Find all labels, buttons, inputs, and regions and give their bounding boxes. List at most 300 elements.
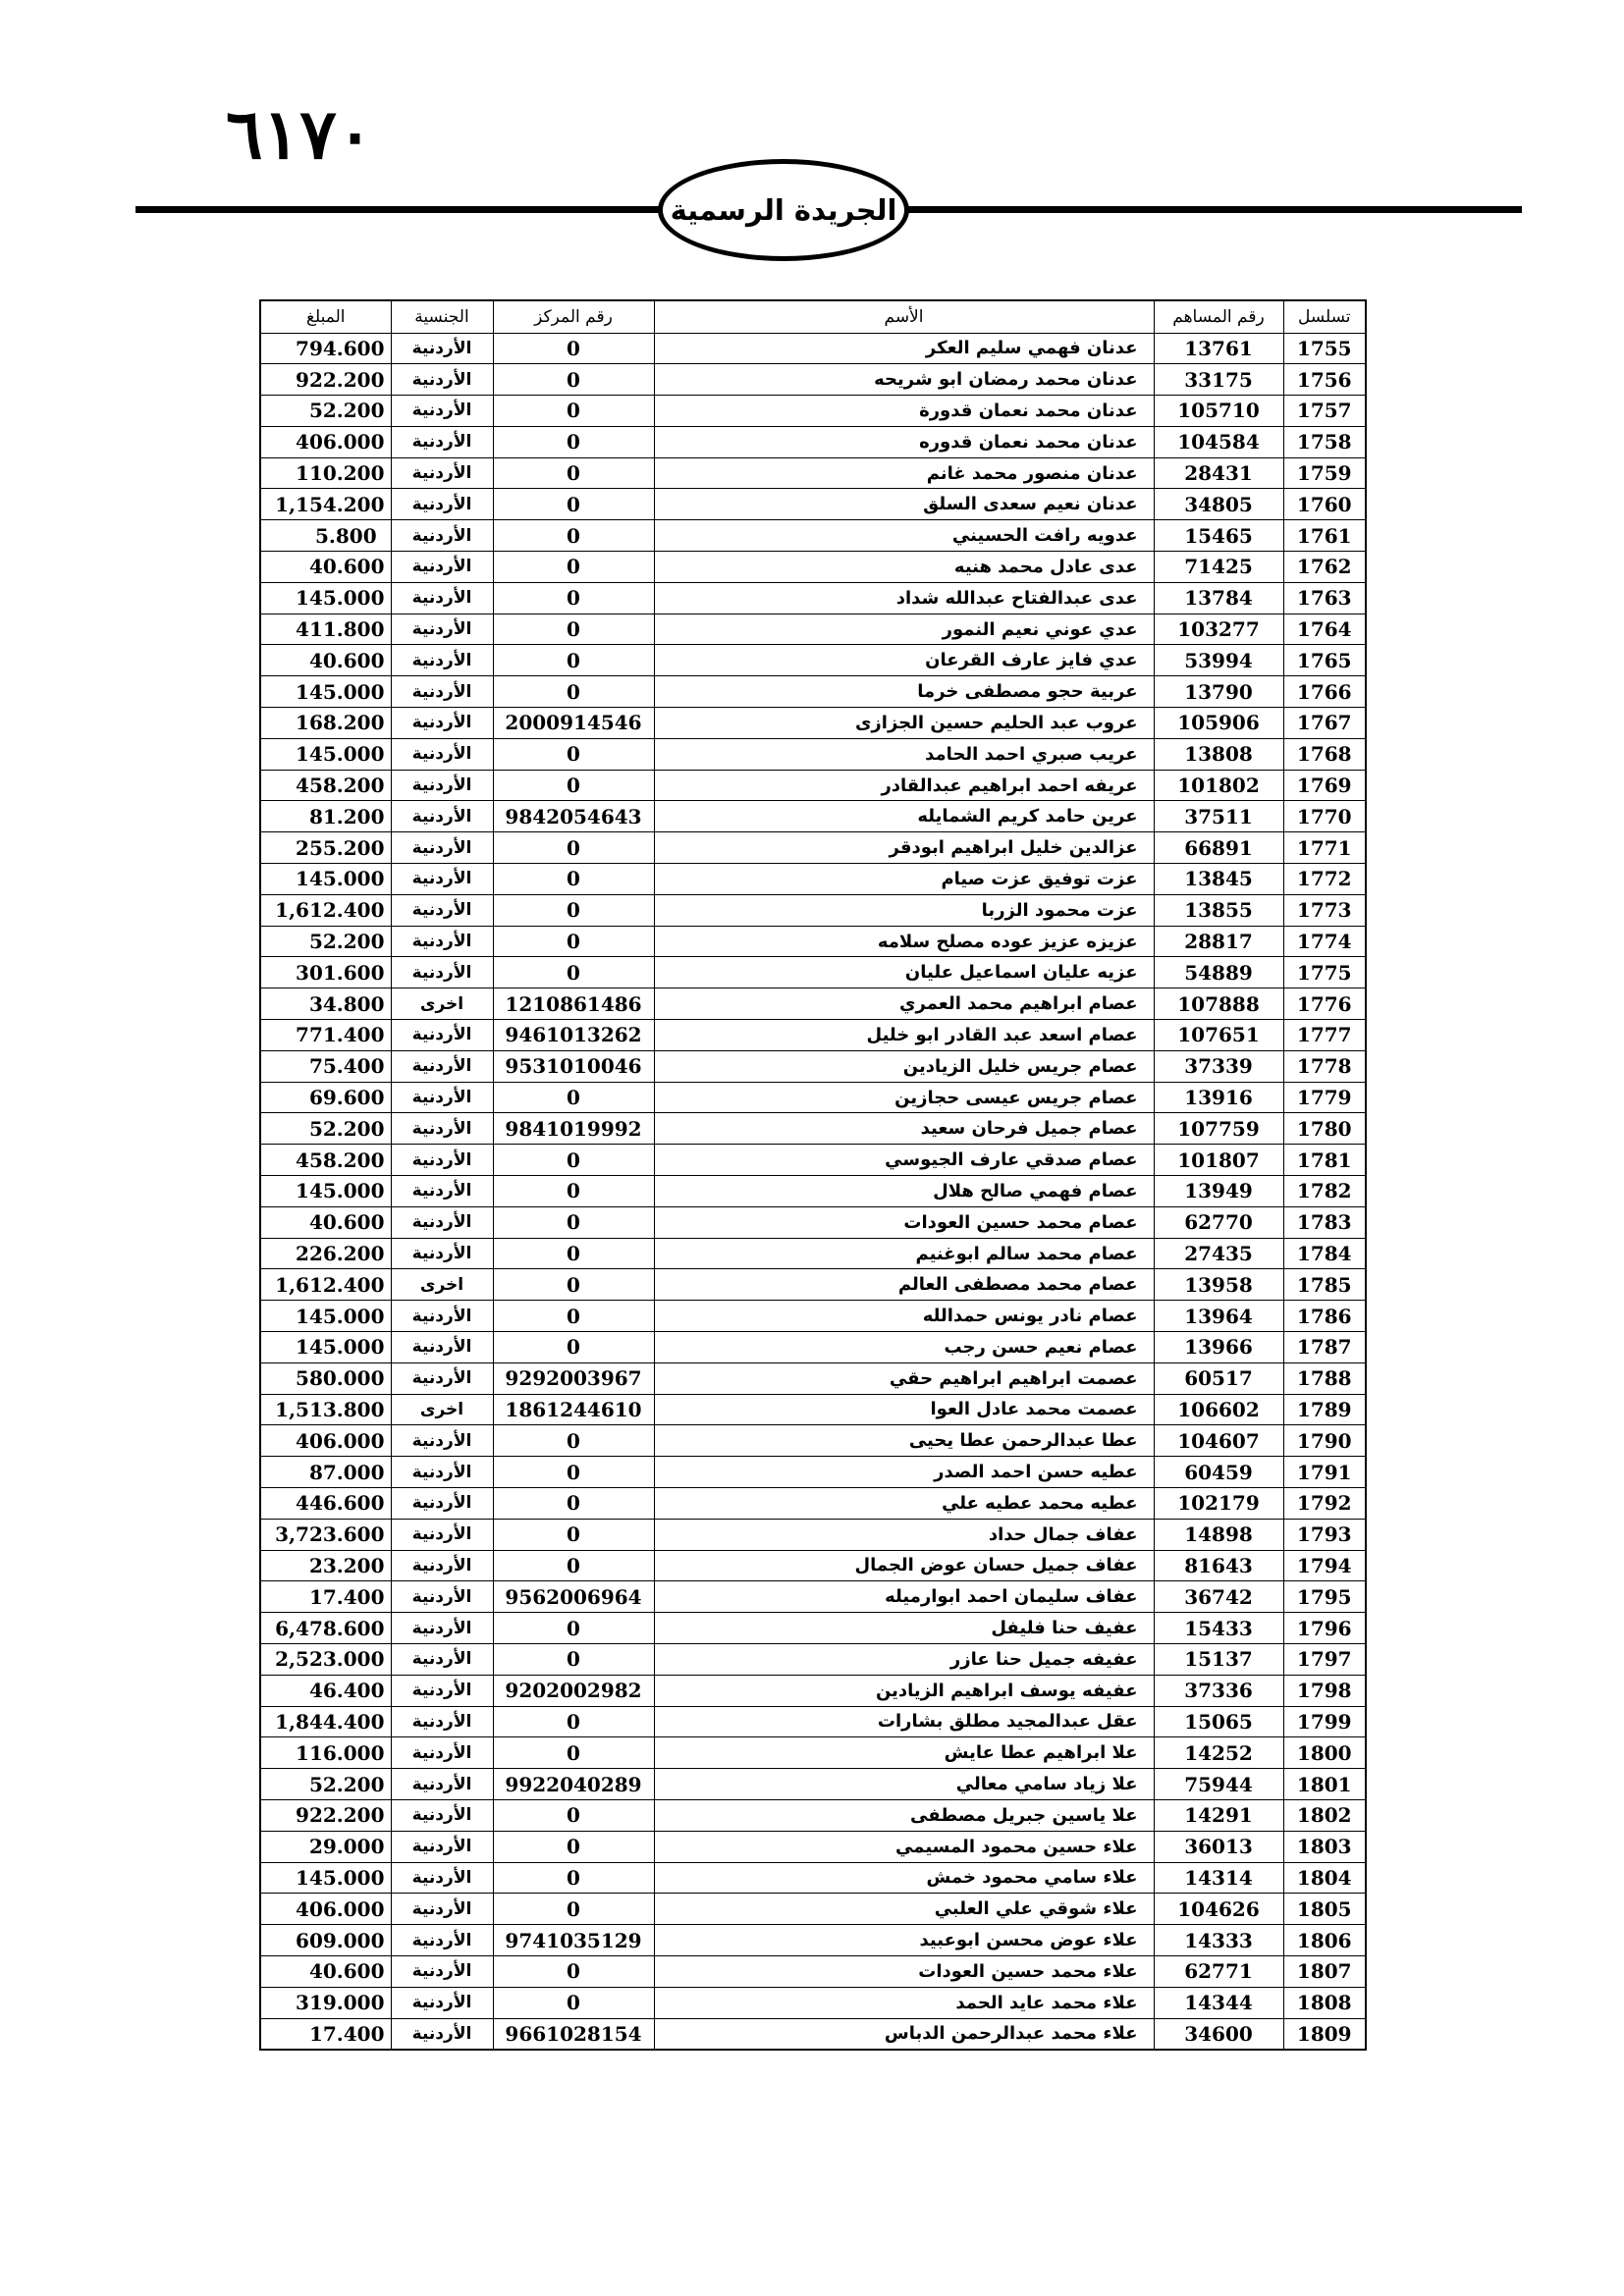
cell-amount: 446.600 [260,1487,391,1519]
cell-name: علاء محمد حسين العودات [654,1955,1154,1987]
cell-amount: 145.000 [260,864,391,895]
header-shareholder-no: رقم المساهم [1154,300,1283,333]
cell-seq: 1770 [1283,801,1366,832]
cell-shareholder-no: 101807 [1154,1145,1283,1176]
cell-nationality: الأردنية [391,1425,493,1457]
cell-center-no: 2000914546 [493,708,654,739]
cell-name: عصام اسعد عبد القادر ابو خليل [654,1020,1154,1051]
cell-nationality: الأردنية [391,1487,493,1519]
cell-seq: 1757 [1283,396,1366,427]
table-row [260,1362,1366,1394]
cell-nationality: الأردنية [391,1082,493,1113]
cell-seq: 1775 [1283,957,1366,988]
cell-name: عطيه حسن احمد الصدر [654,1457,1154,1488]
cell-nationality: الأردنية [391,1987,493,2018]
cell-center-no: 0 [493,957,654,988]
cell-shareholder-no: 104584 [1154,426,1283,457]
cell-seq: 1809 [1283,2018,1366,2050]
cell-seq: 1802 [1283,1799,1366,1831]
cell-shareholder-no: 13845 [1154,864,1283,895]
cell-nationality: الأردنية [391,2018,493,2050]
cell-center-no: 0 [493,582,654,614]
cell-center-no: 0 [493,1831,654,1862]
cell-amount: 75.400 [260,1050,391,1082]
cell-nationality: الأردنية [391,1206,493,1238]
cell-seq: 1797 [1283,1643,1366,1675]
cell-shareholder-no: 107759 [1154,1113,1283,1145]
cell-nationality: الأردنية [391,1955,493,1987]
cell-center-no: 0 [493,1799,654,1831]
cell-shareholder-no: 60459 [1154,1457,1283,1488]
cell-name: عروب عبد الحليم حسين الجزازى [654,708,1154,739]
cell-center-no: 0 [493,1613,654,1644]
cell-shareholder-no: 103277 [1154,614,1283,645]
cell-name: عصمت ابراهيم ابراهيم حقي [654,1362,1154,1394]
table-row [260,1113,1366,1145]
table-row [260,1082,1366,1113]
cell-center-no: 0 [493,926,654,957]
cell-shareholder-no: 107651 [1154,1020,1283,1051]
cell-amount: 52.200 [260,1769,391,1800]
cell-nationality: الأردنية [391,1519,493,1550]
cell-amount: 87.000 [260,1457,391,1488]
cell-shareholder-no: 15065 [1154,1706,1283,1737]
cell-seq: 1808 [1283,1987,1366,2018]
cell-shareholder-no: 15433 [1154,1613,1283,1644]
cell-name: عدويه رافت الحسيني [654,520,1154,552]
cell-amount: 40.600 [260,645,391,676]
header-name: الأسم [654,300,1154,333]
cell-nationality: الأردنية [391,426,493,457]
cell-amount: 406.000 [260,426,391,457]
cell-amount: 145.000 [260,738,391,770]
cell-center-no: 9741035129 [493,1925,654,1956]
cell-shareholder-no: 13966 [1154,1332,1283,1363]
cell-shareholder-no: 71425 [1154,552,1283,583]
cell-center-no: 0 [493,457,654,489]
cell-amount: 319.000 [260,1987,391,2018]
cell-seq: 1782 [1283,1176,1366,1207]
cell-shareholder-no: 104626 [1154,1894,1283,1925]
cell-name: عدي فايز عارف القرعان [654,645,1154,676]
cell-center-no: 9842054643 [493,801,654,832]
cell-center-no: 9661028154 [493,2018,654,2050]
table-row [260,364,1366,396]
cell-amount: 226.200 [260,1238,391,1269]
cell-name: عزيزه عزيز عوده مصلح سلامه [654,926,1154,957]
cell-seq: 1767 [1283,708,1366,739]
cell-name: عصمت محمد عادل العوا [654,1394,1154,1425]
cell-amount: 580.000 [260,1362,391,1394]
cell-nationality: الأردنية [391,614,493,645]
cell-nationality: الأردنية [391,1643,493,1675]
table-row [260,489,1366,520]
cell-nationality: الأردنية [391,801,493,832]
cell-shareholder-no: 14344 [1154,1987,1283,2018]
cell-amount: 301.600 [260,957,391,988]
table-row [260,801,1366,832]
cell-shareholder-no: 66891 [1154,832,1283,864]
cell-name: عفيفه جميل حنا عازر [654,1643,1154,1675]
table-row [260,894,1366,926]
table-row [260,1581,1366,1613]
table-row [260,426,1366,457]
cell-nationality: الأردنية [391,1332,493,1363]
cell-name: عدنان محمد نعمان قدوره [654,426,1154,457]
table-row [260,1269,1366,1301]
cell-name: عدنان محمد نعمان قدورة [654,396,1154,427]
cell-center-no: 0 [493,552,654,583]
cell-seq: 1799 [1283,1706,1366,1737]
cell-shareholder-no: 34600 [1154,2018,1283,2050]
cell-shareholder-no: 107888 [1154,988,1283,1020]
cell-shareholder-no: 37336 [1154,1675,1283,1706]
table-row [260,676,1366,708]
cell-name: عصام نادر يونس حمدالله [654,1301,1154,1332]
cell-nationality: الأردنية [391,1362,493,1394]
cell-seq: 1760 [1283,489,1366,520]
cell-name: عفاف سليمان احمد ابوارميله [654,1581,1154,1613]
cell-shareholder-no: 14314 [1154,1862,1283,1894]
cell-name: عصام فهمي صالح هلال [654,1176,1154,1207]
cell-seq: 1781 [1283,1145,1366,1176]
cell-center-no: 9461013262 [493,1020,654,1051]
cell-name: عزالدين خليل ابراهيم ابودقر [654,832,1154,864]
cell-amount: 458.200 [260,770,391,801]
cell-shareholder-no: 105906 [1154,708,1283,739]
table-row [260,457,1366,489]
cell-nationality: الأردنية [391,645,493,676]
table-row [260,738,1366,770]
cell-nationality: الأردنية [391,1613,493,1644]
cell-amount: 1,154.200 [260,489,391,520]
cell-shareholder-no: 75944 [1154,1769,1283,1800]
cell-name: عرين حامد كريم الشمايله [654,801,1154,832]
cell-nationality: الأردنية [391,1050,493,1082]
cell-shareholder-no: 54889 [1154,957,1283,988]
cell-center-no: 0 [493,770,654,801]
table-row [260,708,1366,739]
cell-shareholder-no: 37511 [1154,801,1283,832]
cell-amount: 40.600 [260,1206,391,1238]
cell-seq: 1778 [1283,1050,1366,1082]
cell-amount: 52.200 [260,1113,391,1145]
cell-shareholder-no: 101802 [1154,770,1283,801]
cell-amount: 922.200 [260,1799,391,1831]
table-row [260,1925,1366,1956]
table-row [260,1301,1366,1332]
cell-name: علاء حسين محمود المسيمي [654,1831,1154,1862]
table-row [260,1831,1366,1862]
table-row [260,1394,1366,1425]
cell-nationality: الأردنية [391,1831,493,1862]
cell-seq: 1758 [1283,426,1366,457]
cell-nationality: الأردنية [391,364,493,396]
cell-nationality: الأردنية [391,1925,493,1956]
cell-center-no: 0 [493,396,654,427]
cell-seq: 1755 [1283,333,1366,364]
cell-amount: 794.600 [260,333,391,364]
shareholders-table [259,299,1367,2051]
table-row [260,1238,1366,1269]
cell-shareholder-no: 15465 [1154,520,1283,552]
cell-nationality: الأردنية [391,738,493,770]
cell-center-no: 0 [493,614,654,645]
table-row [260,1862,1366,1894]
cell-name: علاء شوقي علي العلبي [654,1894,1154,1925]
cell-seq: 1788 [1283,1362,1366,1394]
cell-amount: 1,612.400 [260,894,391,926]
cell-center-no: 0 [493,1862,654,1894]
cell-name: عفاف جمال حداد [654,1519,1154,1550]
cell-seq: 1762 [1283,552,1366,583]
cell-shareholder-no: 37339 [1154,1050,1283,1082]
cell-center-no: 1210861486 [493,988,654,1020]
cell-shareholder-no: 27435 [1154,1238,1283,1269]
cell-nationality: الأردنية [391,1238,493,1269]
cell-shareholder-no: 15137 [1154,1643,1283,1675]
cell-amount: 17.400 [260,1581,391,1613]
cell-shareholder-no: 13916 [1154,1082,1283,1113]
cell-amount: 609.000 [260,1925,391,1956]
page-number: ٦١٧٠ [226,93,374,175]
table-row [260,988,1366,1020]
cell-name: عصام جريس خليل الزيادين [654,1050,1154,1082]
table-row [260,1020,1366,1051]
cell-seq: 1798 [1283,1675,1366,1706]
cell-shareholder-no: 105710 [1154,396,1283,427]
cell-nationality: الأردنية [391,582,493,614]
cell-nationality: الأردنية [391,1020,493,1051]
cell-center-no: 0 [493,1176,654,1207]
cell-center-no: 0 [493,1737,654,1769]
header-seq: تسلسل [1283,300,1366,333]
cell-center-no: 0 [493,1487,654,1519]
cell-amount: 6,478.600 [260,1613,391,1644]
cell-shareholder-no: 13808 [1154,738,1283,770]
table-row [260,1550,1366,1581]
cell-amount: 40.600 [260,552,391,583]
cell-center-no: 0 [493,738,654,770]
cell-name: عصام صدقي عارف الجيوسي [654,1145,1154,1176]
cell-name: عريفه احمد ابراهيم عبدالقادر [654,770,1154,801]
cell-center-no: 9922040289 [493,1769,654,1800]
cell-center-no: 0 [493,864,654,895]
cell-seq: 1766 [1283,676,1366,708]
cell-shareholder-no: 28817 [1154,926,1283,957]
cell-shareholder-no: 104607 [1154,1425,1283,1457]
cell-nationality: الأردنية [391,957,493,988]
cell-seq: 1761 [1283,520,1366,552]
cell-seq: 1769 [1283,770,1366,801]
cell-shareholder-no: 14898 [1154,1519,1283,1550]
cell-center-no: 0 [493,1301,654,1332]
cell-seq: 1787 [1283,1332,1366,1363]
table-row [260,926,1366,957]
cell-amount: 40.600 [260,1955,391,1987]
cell-amount: 2,523.000 [260,1643,391,1675]
table-row [260,552,1366,583]
cell-center-no: 0 [493,676,654,708]
cell-seq: 1772 [1283,864,1366,895]
table-row [260,770,1366,801]
cell-shareholder-no: 13761 [1154,333,1283,364]
cell-amount: 255.200 [260,832,391,864]
cell-shareholder-no: 13949 [1154,1176,1283,1207]
shareholders-table-container [259,299,1365,2051]
cell-amount: 81.200 [260,801,391,832]
cell-center-no: 0 [493,1706,654,1737]
cell-nationality: الأردنية [391,894,493,926]
cell-nationality: الأردنية [391,1894,493,1925]
cell-name: عدى عادل محمد هنيه [654,552,1154,583]
cell-amount: 46.400 [260,1675,391,1706]
cell-center-no: 0 [493,1987,654,2018]
cell-nationality: الأردنية [391,676,493,708]
cell-center-no: 0 [493,1206,654,1238]
cell-seq: 1805 [1283,1894,1366,1925]
cell-center-no: 0 [493,1550,654,1581]
cell-seq: 1804 [1283,1862,1366,1894]
cell-nationality: الأردنية [391,1737,493,1769]
cell-name: علاء محمد عايد الحمد [654,1987,1154,2018]
masthead-title: الجريدة الرسمية [658,159,909,261]
cell-seq: 1794 [1283,1550,1366,1581]
table-row [260,396,1366,427]
cell-nationality: الأردنية [391,926,493,957]
cell-name: عصام جميل فرحان سعيد [654,1113,1154,1145]
cell-seq: 1803 [1283,1831,1366,1862]
cell-center-no: 0 [493,1894,654,1925]
cell-nationality: الأردنية [391,1581,493,1613]
cell-nationality: الأردنية [391,396,493,427]
cell-name: عقل عبدالمجيد مطلق بشارات [654,1706,1154,1737]
cell-seq: 1807 [1283,1955,1366,1987]
table-row [260,1145,1366,1176]
cell-name: عزيه عليان اسماعيل عليان [654,957,1154,988]
cell-name: عصام محمد مصطفى العالم [654,1269,1154,1301]
cell-amount: 3,723.600 [260,1519,391,1550]
cell-nationality: الأردنية [391,1862,493,1894]
cell-seq: 1792 [1283,1487,1366,1519]
cell-seq: 1783 [1283,1206,1366,1238]
cell-shareholder-no: 62771 [1154,1955,1283,1987]
cell-shareholder-no: 14252 [1154,1737,1283,1769]
cell-amount: 5.800 [260,520,391,552]
table-row [260,1613,1366,1644]
table-row [260,333,1366,364]
cell-nationality: الأردنية [391,708,493,739]
cell-amount: 116.000 [260,1737,391,1769]
table-row [260,1425,1366,1457]
cell-shareholder-no: 34805 [1154,489,1283,520]
cell-name: عصام محمد سالم ابوغنيم [654,1238,1154,1269]
cell-center-no: 0 [493,1082,654,1113]
cell-nationality: الأردنية [391,552,493,583]
cell-nationality: الأردنية [391,1176,493,1207]
table-header-row [260,300,1366,333]
cell-amount: 458.200 [260,1145,391,1176]
cell-center-no: 0 [493,1643,654,1675]
cell-center-no: 9562006964 [493,1581,654,1613]
cell-center-no: 9292003967 [493,1362,654,1394]
cell-name: عدي عوني نعيم النمور [654,614,1154,645]
cell-seq: 1777 [1283,1020,1366,1051]
cell-name: علاء محمد عبدالرحمن الدباس [654,2018,1154,2050]
cell-name: عربية حجو مصطفى خرما [654,676,1154,708]
cell-name: عدنان منصور محمد غانم [654,457,1154,489]
table-row [260,1050,1366,1082]
cell-center-no: 0 [493,1269,654,1301]
cell-seq: 1765 [1283,645,1366,676]
cell-shareholder-no: 13964 [1154,1301,1283,1332]
cell-seq: 1768 [1283,738,1366,770]
table-row [260,1487,1366,1519]
cell-shareholder-no: 13790 [1154,676,1283,708]
cell-center-no: 0 [493,489,654,520]
cell-center-no: 0 [493,1425,654,1457]
cell-shareholder-no: 81643 [1154,1550,1283,1581]
table-row [260,1737,1366,1769]
cell-center-no: 0 [493,832,654,864]
cell-seq: 1801 [1283,1769,1366,1800]
cell-seq: 1789 [1283,1394,1366,1425]
table-row [260,1987,1366,2018]
cell-name: عدنان محمد رمضان ابو شريحه [654,364,1154,396]
cell-shareholder-no: 14333 [1154,1925,1283,1956]
cell-seq: 1756 [1283,364,1366,396]
table-row [260,1675,1366,1706]
cell-center-no: 0 [493,520,654,552]
cell-seq: 1763 [1283,582,1366,614]
cell-amount: 411.800 [260,614,391,645]
cell-seq: 1774 [1283,926,1366,957]
table-row [260,1706,1366,1737]
cell-amount: 145.000 [260,582,391,614]
cell-center-no: 0 [493,333,654,364]
cell-nationality: الأردنية [391,1457,493,1488]
cell-seq: 1795 [1283,1581,1366,1613]
cell-amount: 168.200 [260,708,391,739]
table-row [260,1457,1366,1488]
cell-center-no: 0 [493,364,654,396]
cell-name: علاء عوض محسن ابوعبيد [654,1925,1154,1956]
cell-amount: 406.000 [260,1425,391,1457]
cell-shareholder-no: 28431 [1154,457,1283,489]
cell-seq: 1790 [1283,1425,1366,1457]
cell-amount: 145.000 [260,1862,391,1894]
cell-nationality: الأردنية [391,1113,493,1145]
cell-seq: 1791 [1283,1457,1366,1488]
cell-shareholder-no: 36742 [1154,1581,1283,1613]
cell-center-no: 9531010046 [493,1050,654,1082]
table-row [260,1176,1366,1207]
table-row [260,832,1366,864]
cell-amount: 1,513.800 [260,1394,391,1425]
cell-center-no: 1861244610 [493,1394,654,1425]
table-row [260,520,1366,552]
cell-name: عطا عبدالرحمن عطا يحيى [654,1425,1154,1457]
table-row [260,614,1366,645]
cell-center-no: 0 [493,1332,654,1363]
cell-nationality: اخرى [391,1269,493,1301]
cell-name: عريب صبري احمد الحامد [654,738,1154,770]
cell-amount: 110.200 [260,457,391,489]
cell-amount: 69.600 [260,1082,391,1113]
table-row [260,1643,1366,1675]
cell-center-no: 0 [493,894,654,926]
table-row [260,1206,1366,1238]
